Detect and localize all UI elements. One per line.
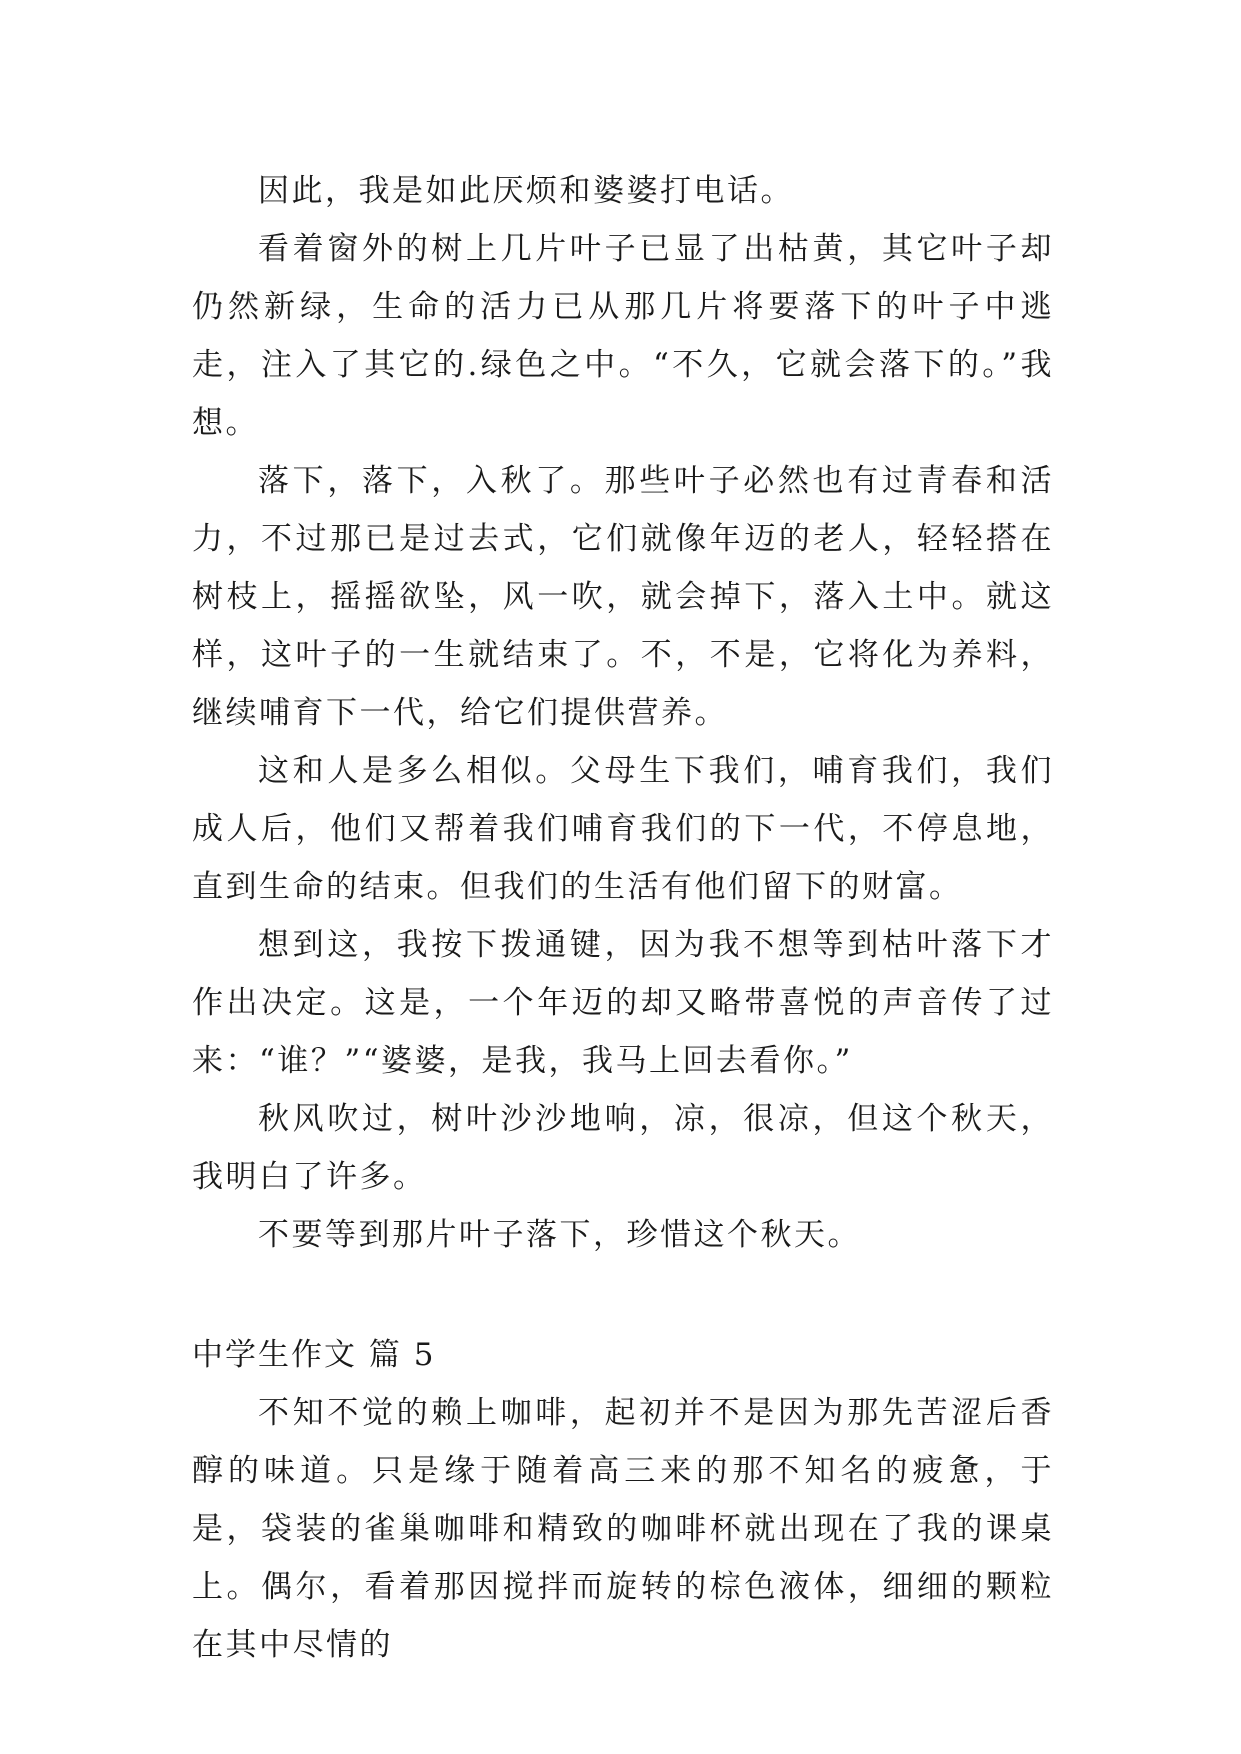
section-heading: 中学生作文 篇 5: [192, 1337, 436, 1373]
paragraph-1: 因此，我是如此厌烦和婆婆打电话。: [258, 173, 794, 209]
paragraph-8: 不知不觉的赖上咖啡，起初并不是因为那先苦涩后香醇的味道。只是缘于随着高三来的那不知名的疲惫，于是，袋装的雀巢咖啡和精致的咖啡杯就出现在了我的课桌上。偶尔，看着那因搅拌而旋转的棕色液体，细细的颗粒在其中尽情的: [192, 1395, 1054, 1663]
paragraph-5: 想到这，我按下拨通键，因为我不想等到枯叶落下才作出决定。这是，一个年迈的却又略带喜悦的声音传了过来：“谁？”“婆婆，是我，我马上回去看你。”: [192, 927, 1054, 1079]
paragraph-6: 秋风吹过，树叶沙沙地响，凉，很凉，但这个秋天，我明白了许多。: [192, 1101, 1054, 1195]
paragraph-2: 看着窗外的树上几片叶子已显了出枯黄，其它叶子却仍然新绿，生命的活力已从那几片将要落下的叶子中逃走，注入了其它的.绿色之中。“不久，它就会落下的。”我想。: [192, 231, 1054, 441]
paragraph-7: 不要等到那片叶子落下，珍惜这个秋天。: [258, 1217, 861, 1253]
document-page: [192, 162, 1054, 1674]
paragraph-3: 落下，落下，入秋了。那些叶子必然也有过青春和活力，不过那已是过去式，它们就像年迈的老人，轻轻搭在树枝上，摇摇欲坠，风一吹，就会掉下，落入土中。就这样，这叶子的一生就结束了。不，不是，它将化为养料，继续哺育下一代，给它们提供营养。: [192, 463, 1054, 731]
paragraph-4: 这和人是多么相似。父母生下我们，哺育我们，我们成人后，他们又帮着我们哺育我们的下一代，不停息地，直到生命的结束。但我们的生活有他们留下的财富。: [192, 753, 1054, 905]
